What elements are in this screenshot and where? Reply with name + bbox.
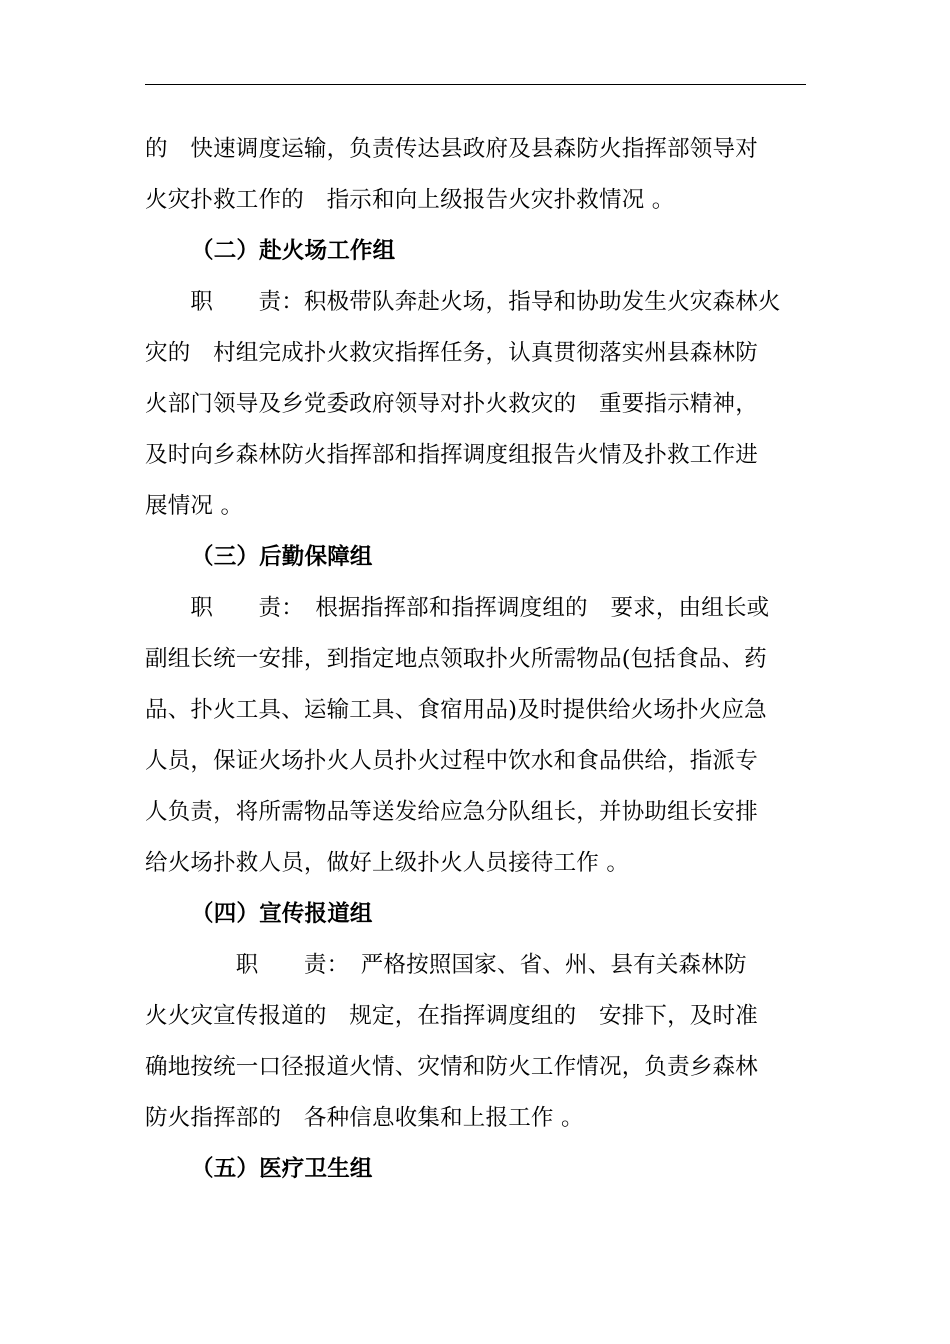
header-rule (145, 84, 806, 85)
paragraph-line: 职 责： 根据指挥部和指挥调度组的 要求，由组长或 (145, 595, 770, 621)
paragraph-line: 职 责：积极带队奔赴火场，指导和协助发生火灾森林火 (145, 289, 781, 315)
paragraph-line: 确地按统一口径报道火情、灾情和防火工作情况，负责乡森林 (145, 1054, 758, 1080)
paragraph-line: 火灾扑救工作的 指示和向上级报告火灾扑救情况 。 (145, 187, 675, 213)
paragraph-line: 火火灾宣传报道的 规定，在指挥调度组的 安排下，及时准 (145, 1003, 758, 1029)
paragraph-line: 的 快速调度运输，负责传达县政府及县森防火指挥部领导对 (145, 136, 758, 162)
paragraph-line: 人员，保证火场扑火人员扑火过程中饮水和食品供给，指派专 (145, 748, 758, 774)
paragraph-line: 副组长统一安排，到指定地点领取扑火所需物品(包括食品、药 (145, 646, 767, 672)
paragraph-line: 火部门领导及乡党委政府领导对扑火救灾的 重要指示精神， (145, 391, 758, 417)
paragraph-line: 人负责，将所需物品等送发给应急分队组长，并协助组长安排 (145, 799, 758, 825)
section-heading-3: （三）后勤保障组 (191, 544, 373, 570)
section-heading-2: （二）赴火场工作组 (191, 238, 396, 264)
paragraph-line: 防火指挥部的 各种信息收集和上报工作 。 (145, 1105, 584, 1131)
paragraph-line: 品、扑火工具、运输工具、食宿用品)及时提供给火场扑火应急 (145, 697, 767, 723)
paragraph-line: 展情况 。 (145, 493, 244, 519)
paragraph-line: 职 责： 严格按照国家、省、州、县有关森林防 (145, 952, 747, 978)
paragraph-line: 及时向乡森林防火指挥部和指挥调度组报告火情及扑救工作进 (145, 442, 758, 468)
section-heading-5: （五）医疗卫生组 (191, 1156, 373, 1182)
section-heading-4: （四）宣传报道组 (191, 901, 373, 927)
paragraph-line: 灾的 村组完成扑火救灾指挥任务，认真贯彻落实州县森林防 (145, 340, 758, 366)
document-body (145, 124, 806, 1195)
paragraph-line: 给火场扑救人员，做好上级扑火人员接待工作 。 (145, 850, 630, 876)
